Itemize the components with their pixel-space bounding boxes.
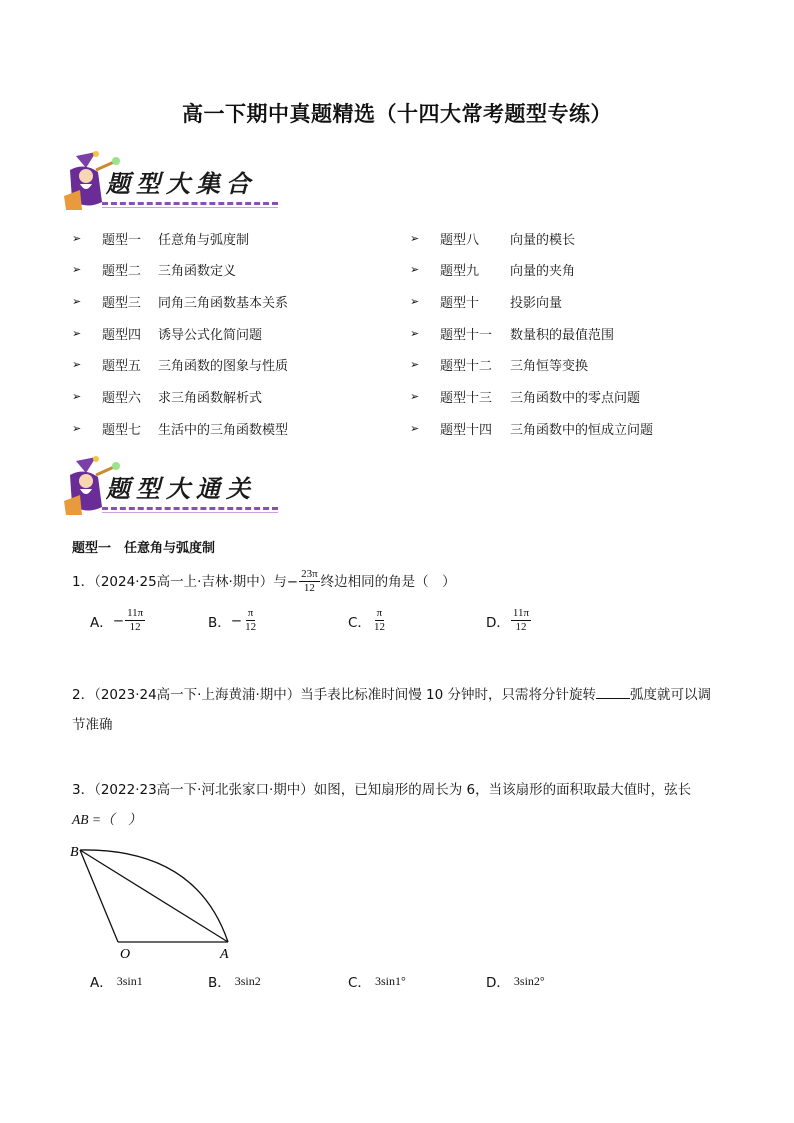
topic-name: 三角函数定义 <box>158 264 237 280</box>
topic-list-right <box>410 228 653 450</box>
sector-diagram <box>66 838 246 968</box>
option-fraction <box>511 607 531 634</box>
option-a[interactable] <box>90 971 143 991</box>
topic-list-item <box>410 355 653 375</box>
banner-underline-thin <box>102 207 278 208</box>
arrow-bullet-icon: ➢ <box>410 358 420 372</box>
topic-name: 任意角与弧度制 <box>158 232 250 248</box>
minus-sign: − <box>286 573 299 590</box>
topic-name: 投影向量 <box>510 295 563 311</box>
question-2 <box>72 684 732 706</box>
option-c[interactable] <box>348 607 388 634</box>
question-2-line2: 节准确 <box>72 717 113 733</box>
banner-underline <box>102 507 278 510</box>
option-label: C． <box>348 975 371 991</box>
option-sign: − <box>230 612 243 629</box>
option-label: B． <box>208 975 231 991</box>
topic-list-item <box>72 323 288 343</box>
option-fraction <box>372 607 387 634</box>
topic-list-item <box>410 323 653 343</box>
topic-name: 三角函数的图象与性质 <box>158 359 289 375</box>
section-banner-collection <box>62 150 292 220</box>
topic-list-item <box>410 386 653 406</box>
topic-code: 题型五 <box>102 359 142 375</box>
topic-code: 题型一 <box>102 232 142 248</box>
option-d[interactable] <box>486 607 532 634</box>
arrow-bullet-icon: ➢ <box>72 358 82 372</box>
topic-name: 三角函数中的恒成立问题 <box>510 422 654 438</box>
fraction-numerator: 11π <box>512 607 530 619</box>
topic-list-item <box>72 260 288 280</box>
fraction-denominator: 12 <box>373 621 385 633</box>
page-title: 高一下期中真题精选（十四大常考题型专练） <box>182 102 612 126</box>
topic-name: 三角函数中的零点问题 <box>510 390 641 406</box>
topic-code: 题型十 <box>440 295 480 311</box>
topic-list-item <box>72 418 288 438</box>
fraction-denominator: 12 <box>129 621 141 633</box>
topic-name: 生活中的三角函数模型 <box>158 422 289 438</box>
topic-name: 诱导公式化简问题 <box>158 327 263 343</box>
topic-list-item <box>72 291 288 311</box>
label-A: A <box>220 947 229 962</box>
topic-name: 同角三角函数基本关系 <box>158 295 289 311</box>
option-sign: − <box>112 612 125 629</box>
option-a[interactable] <box>90 607 146 634</box>
option-d[interactable] <box>486 971 545 991</box>
option-b[interactable] <box>208 607 259 634</box>
option-b[interactable] <box>208 971 261 991</box>
topic-code: 题型八 <box>440 232 480 248</box>
topic-list-item <box>72 355 288 375</box>
fraction-numerator: π <box>376 607 383 619</box>
arrow-bullet-icon: ➢ <box>410 231 420 245</box>
topic-code: 题型二 <box>102 264 142 280</box>
topic-code: 题型六 <box>102 390 142 406</box>
topic-list-item <box>72 386 288 406</box>
option-value: 3sin1° <box>374 973 406 988</box>
question-1-stem: 1．（2024·25高一上·吉林·期中）与 <box>72 573 287 590</box>
topic-code: 题型十三 <box>440 390 493 406</box>
topic-name: 三角恒等变换 <box>510 359 589 375</box>
fraction-denominator: 12 <box>515 621 527 633</box>
option-label: D． <box>486 975 510 991</box>
fraction <box>299 568 320 595</box>
question-1-tail: 终边相同的角是（ ） <box>320 573 456 590</box>
label-O: O <box>120 947 131 962</box>
topic-list-item <box>410 260 653 280</box>
option-label: D． <box>486 614 510 631</box>
topic-code: 题型七 <box>102 422 142 438</box>
topic-name: 向量的夹角 <box>510 264 576 280</box>
arrow-bullet-icon: ➢ <box>410 294 420 308</box>
option-fraction <box>243 607 258 634</box>
question-1 <box>72 568 456 595</box>
label-B: B <box>70 845 79 860</box>
question-3: 3．（2022·23高一下·河北张家口·期中）如图，已知扇形的周长为 6，当该扇形的面积取最大值时，弦长 <box>72 782 692 798</box>
question-3-line2: AB =（ ） <box>72 812 142 827</box>
arrow-bullet-icon: ➢ <box>72 231 82 245</box>
fraction-denominator: 12 <box>245 621 257 633</box>
topic-name: 数量积的最值范围 <box>510 327 615 343</box>
option-label: A． <box>90 614 113 631</box>
banner-title: 题型大集合 <box>106 169 256 198</box>
topic-list-item <box>410 291 653 311</box>
answer-blank[interactable] <box>596 686 630 699</box>
arrow-bullet-icon: ➢ <box>72 421 82 435</box>
banner-underline-thin <box>102 512 278 513</box>
option-value: 3sin2 <box>234 973 261 988</box>
topic-list-item <box>410 228 653 248</box>
section-banner-practice <box>62 455 292 525</box>
topic-name: 向量的模长 <box>510 232 576 248</box>
option-value: 3sin1 <box>116 973 143 988</box>
arrow-bullet-icon: ➢ <box>410 389 420 403</box>
topic-code: 题型九 <box>440 264 480 280</box>
option-value: 3sin2° <box>513 973 545 988</box>
topic-code: 题型四 <box>102 327 142 343</box>
question-2-stem: 2．（2023·24高一下·上海黄浦·期中）当手表比标准时间慢 10 分钟时，只需将分针旋转 <box>72 687 597 703</box>
option-label: A． <box>90 975 113 991</box>
arrow-bullet-icon: ➢ <box>72 294 82 308</box>
fraction-numerator: π <box>247 607 254 619</box>
arrow-bullet-icon: ➢ <box>72 263 82 277</box>
arrow-bullet-icon: ➢ <box>410 263 420 277</box>
topic-list-item <box>410 418 653 438</box>
fraction-numerator: 11π <box>127 607 144 619</box>
arrow-bullet-icon: ➢ <box>410 326 420 340</box>
fraction-numerator: 23π <box>301 568 318 580</box>
banner-title: 题型大通关 <box>106 474 256 503</box>
topic-code: 题型三 <box>102 295 142 311</box>
question-2-stem-cont: 弧度就可以调 <box>630 687 712 703</box>
topic-code: 题型十二 <box>440 359 493 375</box>
topic-list-left <box>72 228 288 450</box>
arrow-bullet-icon: ➢ <box>72 326 82 340</box>
option-c[interactable] <box>348 971 406 991</box>
topic-name: 求三角函数解析式 <box>158 390 263 406</box>
arrow-bullet-icon: ➢ <box>410 421 420 435</box>
option-fraction <box>125 607 145 634</box>
topic-code: 题型十四 <box>440 422 493 438</box>
option-label: B． <box>208 614 231 631</box>
banner-underline <box>102 202 278 205</box>
segment-OB <box>80 850 118 942</box>
topic-list-item <box>72 228 288 248</box>
option-label: C． <box>348 614 371 631</box>
section-heading: 题型一 任意角与弧度制 <box>72 541 216 556</box>
chord-AB <box>80 850 228 942</box>
topic-code: 题型十一 <box>440 327 493 343</box>
fraction-denominator: 12 <box>303 582 315 594</box>
arrow-bullet-icon: ➢ <box>72 389 82 403</box>
